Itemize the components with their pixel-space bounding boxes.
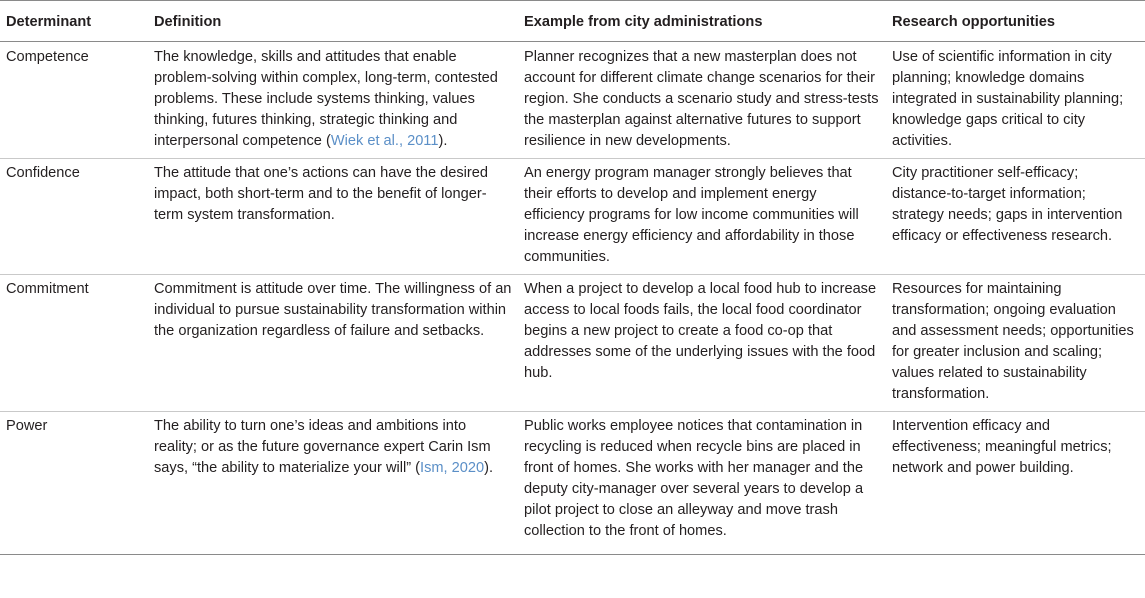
cell-example: Public works employee notices that contamination in recycling is reduced when recycle bins are placed in front of homes. She works with her manager and the deputy city-manager over several years to develop a pilot project to close an alleyway and move trash collection to the front of homes.	[518, 412, 886, 555]
definition-text: Commitment is attitude over time. The willingness of an individual to pursue sustainability transformation within the organization regardless of failure and setbacks.	[154, 281, 512, 339]
header-row	[0, 1, 1145, 42]
header-research-opportunities: Research opportunities	[886, 1, 1145, 42]
cell-definition	[148, 42, 518, 159]
cell-research-opportunities: Use of scientific information in city planning; knowledge domains integrated in sustainability planning; knowledge gaps critical to city activities.	[886, 42, 1145, 159]
definition-text-end: ).	[438, 133, 448, 149]
cell-example: Planner recognizes that a new masterplan does not account for different climate change scenarios for their region. She conducts a scenario study and stress-tests the masterplan against alternative futures to support resilience in new developments.	[518, 42, 886, 159]
header-definition: Definition	[148, 1, 518, 42]
table-body	[0, 42, 1145, 555]
cell-determinant: Competence	[0, 42, 148, 159]
table-row-power	[0, 412, 1145, 555]
cell-example: An energy program manager strongly believes that their efforts to develop and implement energy efficiency programs for low income communities will increase energy efficiency and affordability in those communities.	[518, 159, 886, 275]
citation-link[interactable]: Wiek et al., 2011	[330, 133, 439, 149]
cell-determinant: Commitment	[0, 275, 148, 412]
table-row-confidence	[0, 159, 1145, 275]
table-row-competence	[0, 42, 1145, 159]
definition-text: The ability to turn one’s ideas and ambitions into reality; or as the future governance expert Carin Ism says, “the ability to materialize your will” (	[154, 418, 491, 476]
cell-research-opportunities: City practitioner self-efficacy; distance-to-target information; strategy needs; gaps in intervention efficacy or effectiveness research.	[886, 159, 1145, 275]
header-determinant: Determinant	[0, 1, 148, 42]
cell-determinant: Power	[0, 412, 148, 555]
header-example: Example from city administrations	[518, 1, 886, 42]
definition-text: The attitude that one’s actions can have the desired impact, both short-term and to the benefit of longer-term system transformation.	[154, 165, 488, 223]
cell-research-opportunities: Resources for maintaining transformation; ongoing evaluation and assessment needs; opportunities for greater inclusion and scaling; values related to sustainability transformation.	[886, 275, 1145, 412]
table-row-commitment	[0, 275, 1145, 412]
cell-research-opportunities: Intervention efficacy and effectiveness; meaningful metrics; network and power building.	[886, 412, 1145, 555]
table-header	[0, 1, 1145, 42]
definition-text-end: ).	[484, 460, 494, 476]
definition-text: The knowledge, skills and attitudes that enable problem-solving within complex, long-term, contested problems. These include systems thinking, values thinking, futures thinking, strategic thinking and interpersonal competence (	[154, 49, 498, 149]
cell-definition	[148, 159, 518, 275]
citation-link[interactable]: Ism, 2020	[420, 460, 485, 476]
cell-definition	[148, 412, 518, 555]
cell-definition	[148, 275, 518, 412]
cell-example: When a project to develop a local food hub to increase access to local foods fails, the local food coordinator begins a new project to create a food co-op that addresses some of the underlying issues with the food hub.	[518, 275, 886, 412]
cell-determinant: Confidence	[0, 159, 148, 275]
